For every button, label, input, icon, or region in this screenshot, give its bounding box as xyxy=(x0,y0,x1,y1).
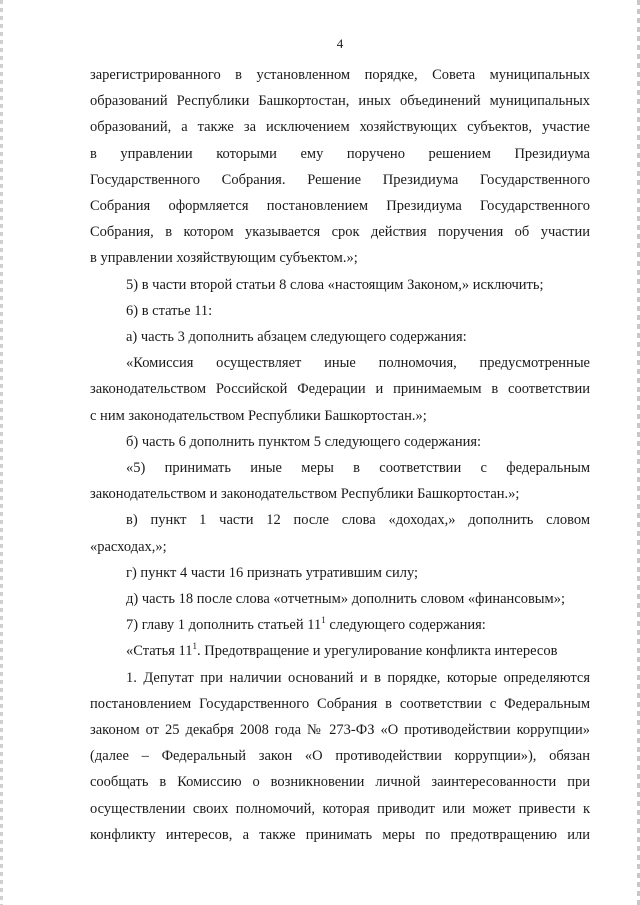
document-body xyxy=(90,62,590,848)
text-line: в управлении хозяйствующим субъектом.»; xyxy=(90,250,358,267)
text-line: законом от 25 декабря 2008 года № 273-ФЗ «О противодействии коррупции» xyxy=(90,722,590,739)
text-line: сообщать в Комиссию о возникновении личной заинтересованности при xyxy=(90,774,590,791)
text-fragment: 7) главу 1 дополнить статьей 11 xyxy=(126,617,322,634)
amendment-item-5: 5) в части второй статьи 8 слова «настоящим Законом,» исключить; xyxy=(126,276,544,293)
text-fragment: . Предотвращение и урегулирование конфликта интересов xyxy=(197,643,558,660)
amendment-item-6: 6) в статье 11: xyxy=(126,302,213,319)
text-line: образований, а также за исключением хозяйствующих субъектов, участие xyxy=(90,119,590,136)
text-line: Государственного Собрания. Решение Президиума Государственного xyxy=(90,171,590,188)
text-line: зарегистрированного в установленном порядке, Совета муниципальных xyxy=(90,67,590,83)
page-number: 4 xyxy=(336,36,344,51)
subitem-d: д) часть 18 после слова «отчетным» дополнить словом «финансовым»; xyxy=(126,591,566,608)
subitem-g: г) пункт 4 части 16 признать утратившим силу; xyxy=(126,564,419,581)
text-line: 1. Депутат при наличии оснований и в порядке, которые определяются xyxy=(126,669,590,686)
subitem-a: а) часть 3 дополнить абзацем следующего содержания: xyxy=(126,329,467,346)
text-line: образований Республики Башкортостан, иных объединений муниципальных xyxy=(90,93,590,110)
superscript: 1 xyxy=(192,641,198,652)
text-fragment: «Статья 11 xyxy=(126,643,193,660)
scan-edge-left xyxy=(0,0,3,905)
text-line: «расходах,»; xyxy=(90,538,167,555)
subitem-v: в) пункт 1 части 12 после слова «доходах,» дополнить словом xyxy=(126,512,590,529)
quoted-text-line: «5) принимать иные меры в соответствии с федеральным xyxy=(126,460,590,477)
quoted-text-line: с ним законодательством Республики Башкортостан.»; xyxy=(90,407,427,424)
text-line: постановлением Государственного Собрания в соответствии с Федеральным xyxy=(90,695,590,712)
quoted-text-line: законодательством и законодательством Республики Башкортостан.»; xyxy=(90,486,520,503)
text-line: Собрания, в котором указывается срок действия поручения об участии xyxy=(90,224,590,241)
text-line: Собрания оформляется постановлением Президиума Государственного xyxy=(90,198,590,215)
article-heading xyxy=(90,638,590,664)
superscript: 1 xyxy=(321,615,326,626)
text-line: (далее – Федеральный закон «О противодействии коррупции»), обязан xyxy=(90,748,590,765)
text-fragment: следующего содержания: xyxy=(325,617,486,634)
amendment-item-7 xyxy=(90,612,590,638)
subitem-b: б) часть 6 дополнить пунктом 5 следующего содержания: xyxy=(126,433,482,450)
text-line: осуществлении своих полномочий, которая приводит или может привести к xyxy=(90,800,590,817)
text-line: в управлении которыми ему поручено решением Президиума xyxy=(90,145,590,162)
quoted-text-line: «Комиссия осуществляет иные полномочия, предусмотренные xyxy=(126,355,590,372)
text-line: конфликту интересов, а также принимать меры по предотвращению или xyxy=(90,826,590,843)
quoted-text-line: законодательством Российской Федерации и принимаемым в соответствии xyxy=(90,381,590,398)
